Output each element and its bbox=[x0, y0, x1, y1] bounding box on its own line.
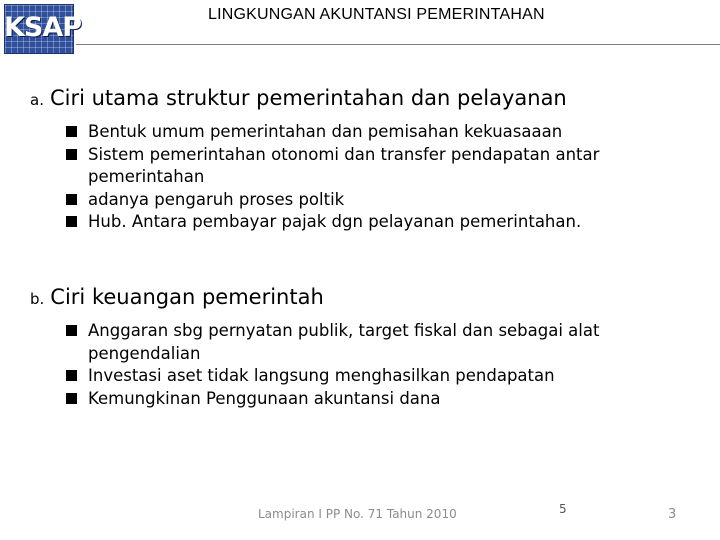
ksap-logo bbox=[0, 0, 82, 56]
section-a-letter: a. bbox=[30, 91, 44, 109]
header-divider bbox=[76, 44, 720, 45]
section-b-heading bbox=[30, 285, 324, 309]
square-bullet-icon bbox=[66, 149, 77, 160]
section-b-title: Ciri keuangan pemerintah bbox=[50, 285, 324, 309]
page-number: 3 bbox=[668, 507, 677, 522]
logo-text: KSAP bbox=[4, 12, 82, 43]
section-a-title: Ciri utama struktur pemerintahan dan pelayanan bbox=[49, 86, 567, 110]
list-item: Investasi aset tidak langsung menghasilkan pendapatan bbox=[64, 365, 704, 388]
section-a-list bbox=[64, 121, 684, 234]
page-title: LINGKUNGAN AKUNTANSI PEMERINTAHAN bbox=[208, 6, 545, 23]
square-bullet-icon bbox=[66, 370, 77, 381]
list-item: adanya pengaruh proses poltik bbox=[64, 189, 684, 212]
footer-note: Lampiran I PP No. 71 Tahun 2010 bbox=[258, 507, 457, 521]
list-item: Hub. Antara pembayar pajak dgn pelayanan pemerintahan. bbox=[64, 211, 684, 234]
section-b-list bbox=[64, 320, 704, 410]
square-bullet-icon bbox=[66, 194, 77, 205]
list-item: Anggaran sbg pernyatan publik, target fiskal dan sebagai alat pengendalian bbox=[64, 320, 704, 365]
list-item: Sistem pemerintahan otonomi dan transfer pendapatan antar pemerintahan bbox=[64, 144, 684, 189]
square-bullet-icon bbox=[66, 126, 77, 137]
square-bullet-icon bbox=[66, 216, 77, 227]
section-a-heading bbox=[30, 86, 567, 110]
section-b-letter: b. bbox=[30, 290, 45, 308]
list-item: Bentuk umum pemerintahan dan pemisahan kekuasaaan bbox=[64, 121, 684, 144]
square-bullet-icon bbox=[66, 393, 77, 404]
square-bullet-icon bbox=[66, 325, 77, 336]
list-item: Kemungkinan Penggunaan akuntansi dana bbox=[64, 388, 704, 411]
slide-number: 5 bbox=[559, 502, 567, 516]
